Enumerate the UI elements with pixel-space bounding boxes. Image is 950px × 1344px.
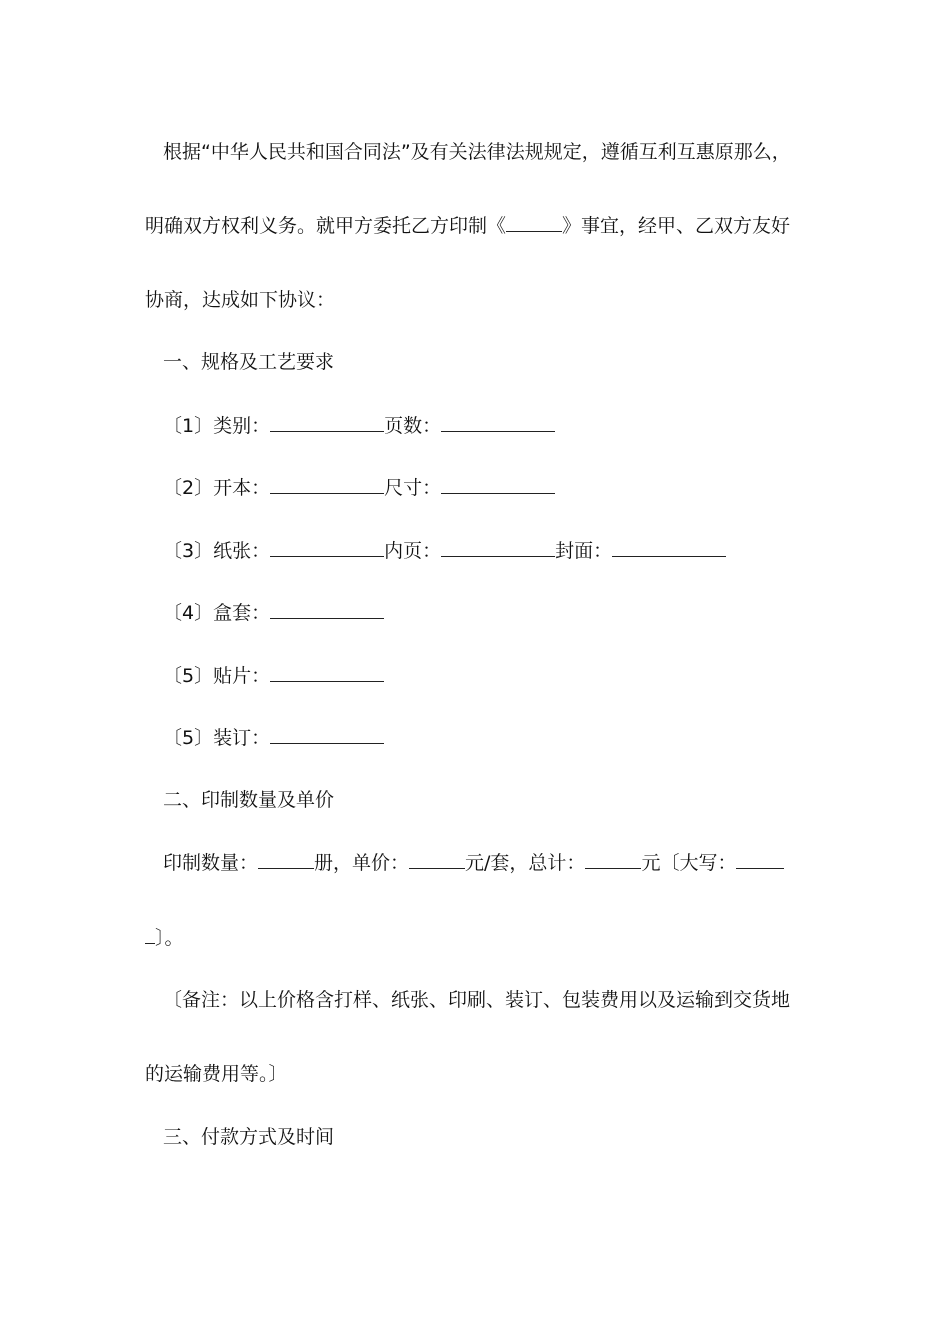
paper-blank xyxy=(270,538,384,557)
size-label: 尺寸： xyxy=(384,477,442,499)
spec-row-format xyxy=(163,475,555,500)
pages-blank xyxy=(441,413,555,432)
close-paren: 〕。 xyxy=(155,927,184,949)
total-blank xyxy=(585,850,641,869)
inner-page-label: 内页： xyxy=(384,540,442,562)
spec-row-binding xyxy=(163,725,384,750)
inner-page-blank xyxy=(441,538,555,557)
uppercase-blank-cont xyxy=(145,925,155,944)
format-blank xyxy=(270,475,384,494)
pages-label: 页数： xyxy=(384,415,442,437)
intro-line-1: 根据“中华人民共和国合同法”及有关法律法规规定，遵循互利互惠原那么， xyxy=(163,141,791,163)
note-line-1: 〔备注：以上价格含打样、纸张、印刷、装订、包装费用以及运输到交货地 xyxy=(163,989,791,1011)
unit-price-blank xyxy=(409,850,465,869)
spec-row-sticker xyxy=(163,663,384,688)
category-blank xyxy=(270,413,384,432)
box-blank xyxy=(270,600,384,619)
size-blank xyxy=(441,475,555,494)
spec-row-paper xyxy=(163,538,726,563)
box-label: 〔4〕盒套： xyxy=(163,602,271,624)
binding-label: 〔5〕装订： xyxy=(163,727,271,749)
intro-line-2-start: 明确双方权利义务。就甲方委托乙方印制《 xyxy=(145,215,507,237)
quantity-blank xyxy=(258,850,314,869)
note-line-2: 的运输费用等。〕 xyxy=(145,1063,288,1085)
unit-price-label: 册，单价： xyxy=(314,852,410,874)
uppercase-blank xyxy=(736,850,784,869)
quantity-price-line xyxy=(163,850,784,875)
cover-label: 封面： xyxy=(555,540,613,562)
book-title-blank xyxy=(506,213,562,232)
sticker-label: 〔5〕贴片： xyxy=(163,665,271,687)
section-3-heading: 三、付款方式及时间 xyxy=(163,1126,335,1148)
binding-blank xyxy=(270,725,384,744)
intro-line-2-end: 》事宜，经甲、乙双方友好 xyxy=(562,215,791,237)
total-label: 元/套，总计： xyxy=(465,852,586,874)
section-1-heading: 一、规格及工艺要求 xyxy=(163,351,335,373)
category-label: 〔1〕类别： xyxy=(163,415,271,437)
intro-line-2 xyxy=(145,213,790,238)
uppercase-label: 元〔大写： xyxy=(641,852,737,874)
intro-line-3: 协商，达成如下协议： xyxy=(145,289,336,311)
section-2-heading: 二、印制数量及单价 xyxy=(163,789,335,811)
spec-row-box xyxy=(163,600,384,625)
format-label: 〔2〕开本： xyxy=(163,477,271,499)
spec-row-category xyxy=(163,413,555,438)
paper-label: 〔3〕纸张： xyxy=(163,540,271,562)
quantity-label: 印制数量： xyxy=(163,852,259,874)
quantity-price-close xyxy=(145,925,184,950)
sticker-blank xyxy=(270,663,384,682)
cover-blank xyxy=(612,538,726,557)
